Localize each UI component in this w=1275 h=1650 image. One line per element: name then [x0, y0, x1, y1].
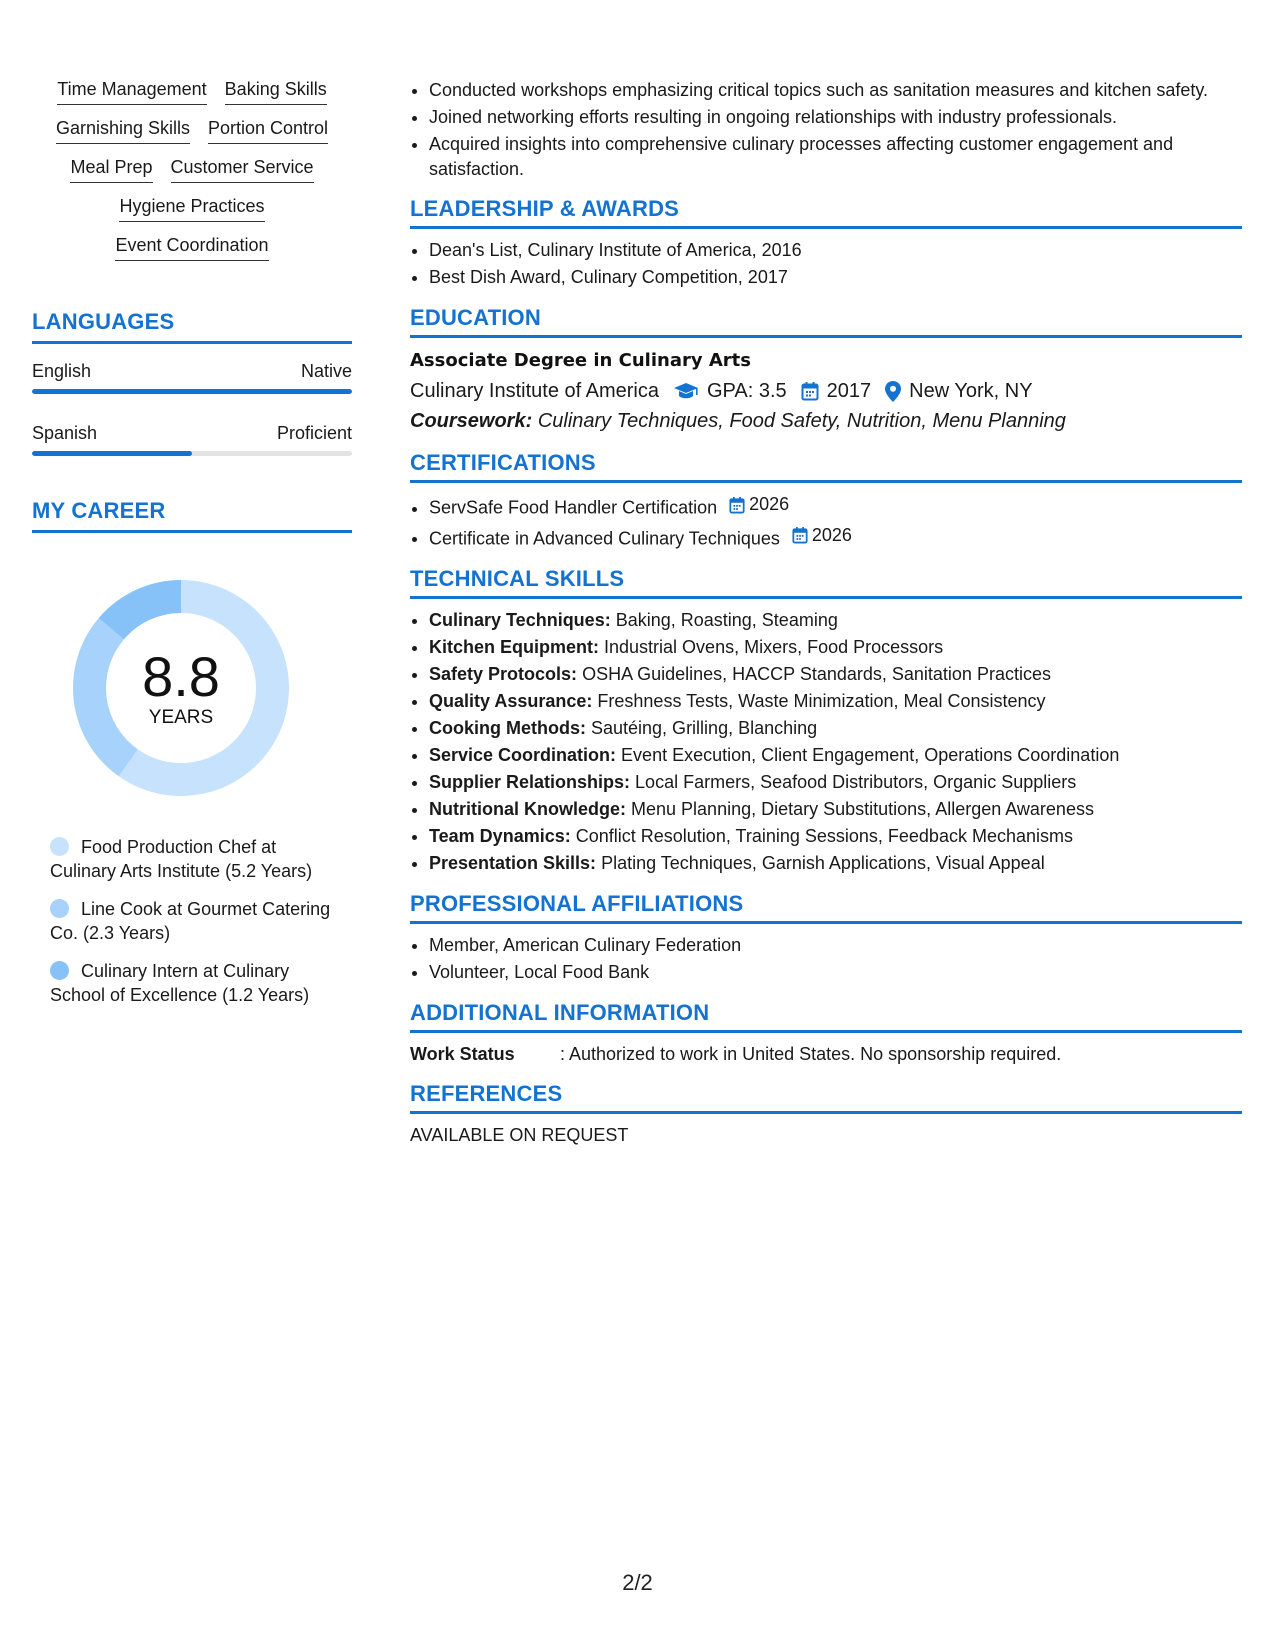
education-heading: EDUCATION — [410, 305, 1242, 338]
technical-skill-label: Nutritional Knowledge: — [429, 799, 626, 819]
education-section — [410, 305, 1242, 436]
technical-skill-item — [429, 634, 1242, 661]
skill-tag: Time Management — [57, 78, 206, 105]
education-meta — [410, 376, 1242, 406]
technical-skill-item — [429, 796, 1242, 823]
skill-tag: Event Coordination — [115, 234, 268, 261]
leadership-heading: LEADERSHIP & AWARDS — [410, 196, 1242, 229]
language-name: English — [32, 361, 92, 381]
language-level: Native — [300, 361, 352, 381]
affiliations-section — [410, 891, 1242, 986]
languages-heading: LANGUAGES — [32, 309, 352, 344]
skill-tags — [32, 78, 352, 261]
legend-item — [50, 835, 340, 883]
career-total-value: 8.8 — [142, 645, 220, 708]
language-item — [32, 360, 352, 394]
location-pin-icon — [885, 381, 901, 402]
education-location: New York, NY — [909, 380, 1033, 402]
legend-dot — [50, 837, 69, 856]
technical-skills-heading: TECHNICAL SKILLS — [410, 566, 1242, 599]
certifications-heading: CERTIFICATIONS — [410, 450, 1242, 483]
technical-skill-label: Service Coordination: — [429, 745, 617, 765]
technical-skill-item — [429, 607, 1242, 634]
legend-text: Line Cook at Gourmet Catering Co. (2.3 Years) — [50, 899, 331, 943]
language-level-fill — [32, 389, 352, 394]
technical-skill-item — [429, 661, 1242, 688]
education-coursework — [410, 406, 1242, 436]
skill-tag: Garnishing Skills — [56, 117, 190, 144]
career-legend — [32, 835, 340, 1007]
technical-skill-value: Local Farmers, Seafood Distributors, Organic Suppliers — [635, 772, 1077, 792]
technical-skill-item — [429, 850, 1242, 877]
certification-name: ServSafe Food Handler Certification — [429, 497, 718, 518]
technical-skill-value: Industrial Ovens, Mixers, Food Processors — [604, 637, 944, 657]
work-status-value: : Authorized to work in United States. No sponsorship required. — [560, 1044, 1062, 1064]
skill-tag: Hygiene Practices — [119, 195, 264, 222]
legend-dot — [50, 961, 69, 980]
references-heading: REFERENCES — [410, 1081, 1242, 1114]
award-item: • Best Dish Award, Culinary Competition, 2017 — [429, 264, 1242, 291]
left-column — [32, 78, 352, 1021]
skill-tag: Meal Prep — [70, 156, 152, 183]
skill-tag: Baking Skills — [225, 78, 327, 105]
experience-bullet: • Joined networking efforts resulting in ongoing relationships with industry professionals. — [429, 105, 1242, 130]
affiliation-item: • Member, American Culinary Federation — [429, 932, 1242, 959]
technical-skill-item — [429, 823, 1242, 850]
certification-year: 2026 — [811, 524, 852, 545]
technical-skill-item — [429, 742, 1242, 769]
work-status-label: Work Status — [410, 1044, 515, 1064]
language-level-bar — [32, 389, 352, 394]
calendar-icon — [792, 526, 808, 544]
legend-item — [50, 897, 340, 945]
career-section — [32, 498, 352, 1007]
education-degree: Associate Degree in Culinary Arts — [410, 350, 751, 371]
technical-skill-label: Presentation Skills: — [429, 853, 597, 873]
experience-bullets-section — [410, 78, 1242, 182]
language-level-bar — [32, 451, 352, 456]
language-level: Proficient — [276, 423, 352, 443]
certification-item — [429, 522, 1242, 553]
certification-item — [429, 491, 1242, 522]
language-level-fill — [32, 451, 192, 456]
legend-text: Food Production Chef at Culinary Arts Institute (5.2 Years) — [50, 837, 313, 881]
affiliations-heading: PROFESSIONAL AFFILIATIONS — [410, 891, 1242, 924]
technical-skill-value: Freshness Tests, Waste Minimization, Meal Consistency — [597, 691, 1046, 711]
certification-name: Certificate in Advanced Culinary Techniques — [429, 528, 780, 548]
technical-skill-label: Team Dynamics: — [429, 826, 571, 846]
technical-skill-value: Menu Planning, Dietary Substitutions, Allergen Awareness — [631, 799, 1094, 819]
technical-skill-label: Safety Protocols: — [429, 664, 578, 684]
technical-skill-label: Culinary Techniques: — [429, 610, 611, 630]
technical-skill-value: Baking, Roasting, Steaming — [615, 610, 838, 630]
additional-info-heading: ADDITIONAL INFORMATION — [410, 1000, 1242, 1033]
certification-year: 2026 — [749, 494, 790, 514]
technical-skills-section — [410, 566, 1242, 877]
technical-skill-label: Cooking Methods: — [429, 718, 586, 738]
award-item: • Dean's List, Culinary Institute of America, 2016 — [429, 237, 1242, 264]
technical-skill-label: Kitchen Equipment: — [429, 637, 599, 657]
technical-skill-value: Sautéing, Grilling, Blanching — [591, 718, 818, 738]
technical-skill-value: Event Execution, Client Engagement, Operations Coordination — [621, 745, 1120, 765]
references-section — [410, 1081, 1242, 1148]
education-school: Culinary Institute of America — [410, 380, 659, 402]
certifications-section — [410, 450, 1242, 552]
education-gpa: GPA: 3.5 — [707, 380, 787, 402]
technical-skill-item — [429, 715, 1242, 742]
legend-dot — [50, 899, 69, 918]
technical-skill-label: Supplier Relationships: — [429, 772, 631, 792]
additional-info-section — [410, 1000, 1242, 1067]
references-text: AVAILABLE ON REQUEST — [410, 1125, 629, 1145]
legend-item — [50, 959, 340, 1007]
technical-skill-item — [429, 688, 1242, 715]
calendar-icon — [729, 496, 745, 514]
coursework-value: Culinary Techniques, Food Safety, Nutrition, Menu Planning — [537, 410, 1066, 432]
technical-skill-value: Conflict Resolution, Training Sessions, Feedback Mechanisms — [575, 826, 1073, 846]
experience-bullet: • Acquired insights into comprehensive culinary processes affecting customer engagement and satisfaction. — [429, 132, 1242, 182]
experience-bullet: • Conducted workshops emphasizing critical topics such as sanitation measures and kitchen safety. — [429, 78, 1242, 103]
career-total-label: YEARS — [148, 707, 214, 728]
leadership-section — [410, 196, 1242, 291]
affiliation-item: • Volunteer, Local Food Bank — [429, 959, 1242, 986]
calendar-icon — [801, 381, 819, 401]
languages-section — [32, 309, 352, 456]
language-name: Spanish — [32, 423, 98, 443]
technical-skill-value: Plating Techniques, Garnish Applications, Visual Appeal — [601, 853, 1045, 873]
skill-tag: Customer Service — [171, 156, 314, 183]
legend-text: Culinary Intern at Culinary School of Excellence (1.2 Years) — [50, 961, 310, 1005]
skill-tag: Portion Control — [208, 117, 328, 144]
technical-skill-label: Quality Assurance: — [429, 691, 593, 711]
right-column — [410, 78, 1242, 1162]
graduation-cap-icon — [673, 381, 699, 401]
education-year: 2017 — [826, 380, 872, 402]
work-status-row — [410, 1041, 1242, 1067]
career-donut-chart — [66, 573, 296, 803]
language-item — [32, 422, 352, 456]
career-heading: MY CAREER — [32, 498, 352, 533]
technical-skill-value: OSHA Guidelines, HACCP Standards, Sanitation Practices — [582, 664, 1051, 684]
coursework-label: Coursework: — [410, 410, 533, 432]
technical-skill-item — [429, 769, 1242, 796]
page-number: 2/2 — [622, 1570, 653, 1595]
